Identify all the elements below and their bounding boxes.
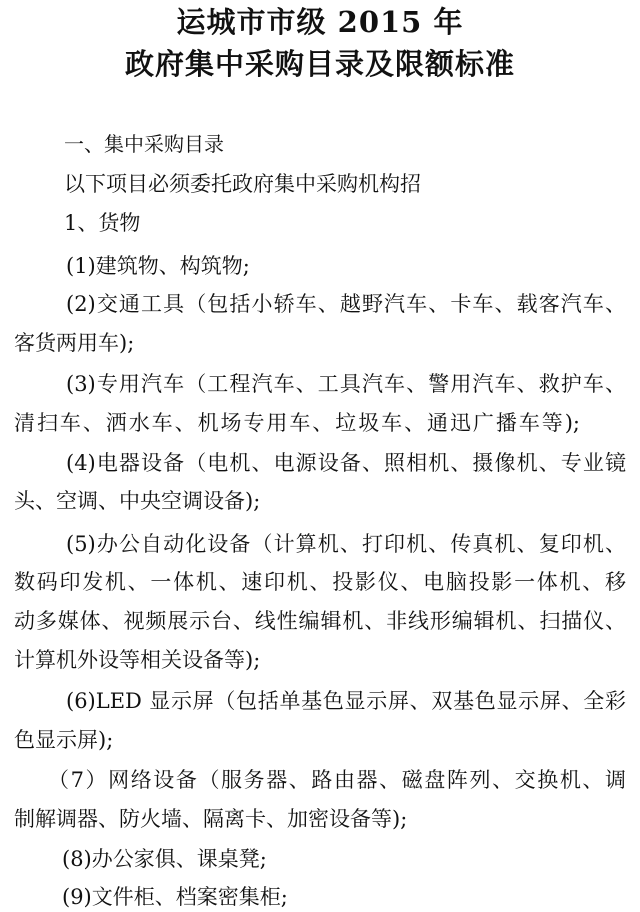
list-item-4-line-1: (4)电器设备（电机、电源设备、照相机、摄像机、专业镜 <box>66 451 626 475</box>
section-heading: 一、集中采购目录 <box>64 132 224 156</box>
list-item-6-line-2: 色显示屏); <box>14 728 114 752</box>
list-item-7-line-2: 制解调器、防火墙、隔离卡、加密设备等); <box>14 807 408 831</box>
list-item-5-line-1: (5)办公自动化设备（计算机、打印机、传真机、复印机、 <box>66 532 626 556</box>
list-item-5-line-3: 动多媒体、视频展示台、线性编辑机、非线形编辑机、扫描仪、 <box>14 609 626 633</box>
list-item-5-line-4: 计算机外设等相关设备等); <box>14 648 261 672</box>
goods-heading: 1、货物 <box>64 211 141 235</box>
list-item-6-line-1: (6)LED 显示屏（包括单基色显示屏、双基色显示屏、全彩 <box>66 689 626 713</box>
document-title-line-1: 运城市市级 2015 年 <box>176 5 464 39</box>
list-item-3-line-2: 清扫车、洒水车、机场专用车、垃圾车、通迅广播车等); <box>14 411 580 435</box>
list-item-5-line-2: 数码印发机、一体机、速印机、投影仪、电脑投影一体机、移 <box>14 570 626 594</box>
intro-paragraph: 以下项目必须委托政府集中采购机构招 <box>64 172 421 196</box>
list-item-3-line-1: (3)专用汽车（工程汽车、工具汽车、警用汽车、救护车、 <box>66 372 626 396</box>
list-item-7-line-1: （7）网络设备（服务器、路由器、磁盘阵列、交换机、调 <box>48 768 626 792</box>
document-title-line-2: 政府集中采购目录及限额标准 <box>124 47 515 81</box>
list-item-2-line-2: 客货两用车); <box>14 331 135 355</box>
list-item-2-line-1: (2)交通工具（包括小轿车、越野汽车、卡车、载客汽车、 <box>66 292 626 316</box>
list-item-9: (9)文件柜、档案密集柜; <box>62 885 288 909</box>
list-item-8: (8)办公家俱、课桌凳; <box>62 847 267 871</box>
list-item-1: (1)建筑物、构筑物; <box>66 254 250 278</box>
list-item-4-line-2: 头、空调、中央空调设备); <box>14 489 261 513</box>
